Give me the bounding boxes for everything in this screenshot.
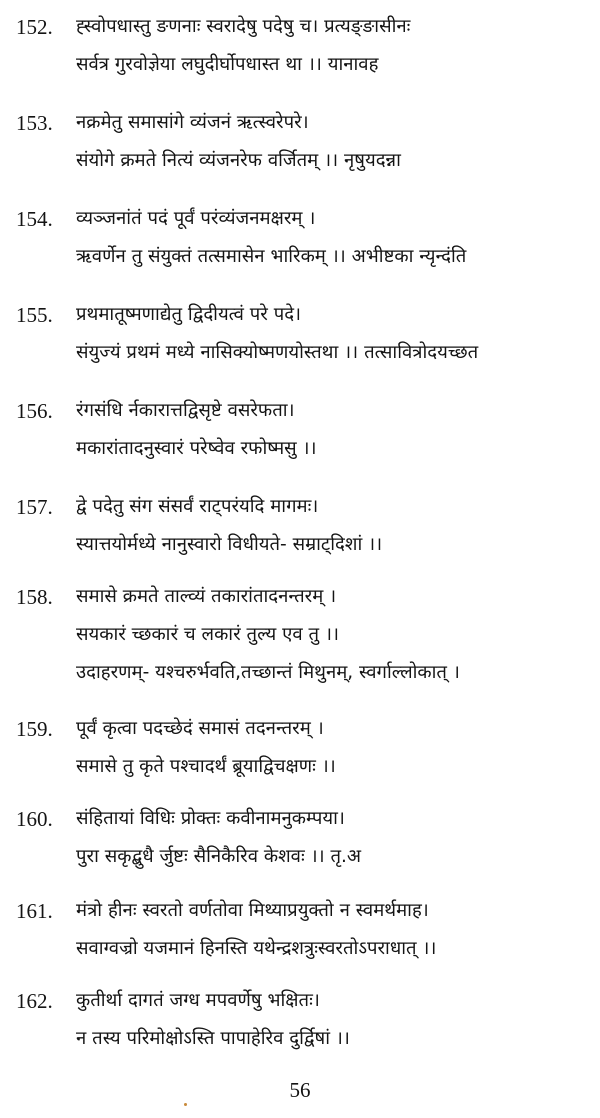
verse-text: व्यञ्जनांतं पदं पूर्वं परंव्यंजनमक्षरम् । (76, 208, 316, 229)
verse-line (16, 104, 596, 142)
verse-text: पुरा सकृद्बुधै र्जुष्टः सैनिकैरिव केशवः ।। तृ.अ (76, 846, 362, 867)
verse-text: मंत्रो हीनः स्वरतो वर्णतोवा मिथ्याप्रयुक्तो न स्वमर्थमाह। (76, 900, 429, 921)
verse-line (16, 892, 596, 930)
verse-text: प्रथमातूष्मणाद्येतु द्विदीयत्वं परे पदे। (76, 304, 302, 325)
print-speck (184, 1103, 187, 1106)
verse-161 (16, 892, 596, 968)
verse-text: द्वे पदेतु संग संसर्वं राट्परंयदि मागमः। (76, 496, 319, 517)
verse-text: पूर्वं कृत्वा पदच्छेदं समासं तदनन्तरम् । (76, 718, 324, 739)
verse-text: कुतीर्था दागतं जग्ध मपवर्णेषु भक्षितः। (76, 990, 320, 1011)
verse-number: 162. (16, 989, 53, 1013)
verse-number: 154. (16, 207, 53, 231)
verse-line (16, 142, 596, 180)
verse-line (16, 710, 596, 748)
verse-line (16, 200, 596, 238)
verse-line (16, 296, 596, 334)
verse-number: 156. (16, 399, 53, 423)
verse-152 (16, 8, 596, 84)
verse-line (16, 654, 596, 692)
verse-text: स्यात्तयोर्मध्ये नानुस्वारो विधीयते- सम्राट्दिशां ।। (76, 534, 383, 555)
verse-line (16, 334, 596, 372)
page-number: 56 (289, 1078, 311, 1102)
verse-number: 159. (16, 717, 53, 741)
verse-line (16, 982, 596, 1020)
verse-159 (16, 710, 596, 786)
verse-number: 161. (16, 899, 53, 923)
verse-line (16, 578, 596, 616)
verse-line (16, 838, 596, 876)
verse-text: ह्स्वोपधास्तु ङणनाः स्वरादेषु पदेषु च। प्रत्यङ्ङासीनः (76, 16, 411, 37)
verse-text: समासे तु कृते पश्चादर्थं ब्रूयाद्विचक्षणः ।। (76, 756, 336, 777)
verse-number: 160. (16, 807, 53, 831)
verse-text: संयुज्यं प्रथमं मध्ये नासिक्योष्मणयोस्तथा ।। तत्सावित्रोदयच्छत (76, 342, 479, 363)
verse-text: संहितायां विधिः प्रोक्तः कवीनामनुकम्पया। (76, 808, 345, 829)
verse-number: 152. (16, 15, 53, 39)
verse-number: 155. (16, 303, 53, 327)
verse-157 (16, 488, 596, 564)
verse-155 (16, 296, 596, 372)
verse-line (16, 930, 596, 968)
verse-text: सवाग्वज्रो यजमानं हिनस्ति यथेन्द्रशत्रुःस्वरतोऽपराधात् ।। (76, 938, 437, 959)
verse-line (16, 488, 596, 526)
verse-line (16, 526, 596, 564)
verse-line (16, 46, 596, 84)
verse-line (16, 1020, 596, 1058)
verse-line (16, 748, 596, 786)
verse-number: 158. (16, 585, 53, 609)
verse-text: नक्रमेतु समासांगे व्यंजनं ऋत्स्वरेपरे। (76, 112, 309, 133)
verse-154 (16, 200, 596, 276)
verse-162 (16, 982, 596, 1058)
verse-text: रंगसंधि र्नकारात्तद्विसृष्टे वसरेफता। (76, 400, 295, 421)
verse-text: सयकारं च्छकारं च लकारं तुल्य एव तु ।। (76, 624, 339, 645)
verse-line (16, 616, 596, 654)
verse-160 (16, 800, 596, 876)
verse-line (16, 430, 596, 468)
verse-line (16, 800, 596, 838)
example-text: उदाहरणम्- यश्चरुर्भवति,तच्छान्तं मिथुनम्, स्वर्गाल्लोकात् । (76, 662, 460, 683)
verse-153 (16, 104, 596, 180)
verse-line (16, 238, 596, 276)
verse-text: सर्वत्र गुरवोज्ञेया लघुदीर्घोपधास्त था ।। यानावह (76, 54, 379, 75)
verse-text: मकारांतादनुस्वारं परेष्वेव रफोष्मसु ।। (76, 438, 317, 459)
verse-text: ऋवर्णेन तु संयुक्तं तत्समासेन भारिकम् ।। अभीष्टका न्यृन्दंति (76, 246, 467, 267)
verse-line (16, 392, 596, 430)
verse-text: संयोगे क्रमते नित्यं व्यंजनरेफ वर्जितम् ।। नृषुयदन्ना (76, 150, 401, 171)
verse-156 (16, 392, 596, 468)
verse-line (16, 8, 596, 46)
verse-number: 157. (16, 495, 53, 519)
verse-number: 153. (16, 111, 53, 135)
verse-text: समासे क्रमते ताल्व्यं तकारांतादनन्तरम् । (76, 586, 337, 607)
verse-158 (16, 578, 596, 692)
verse-text: न तस्य परिमोक्षोऽस्ति पापाहेरिव दुर्द्विषां ।। (76, 1028, 350, 1049)
